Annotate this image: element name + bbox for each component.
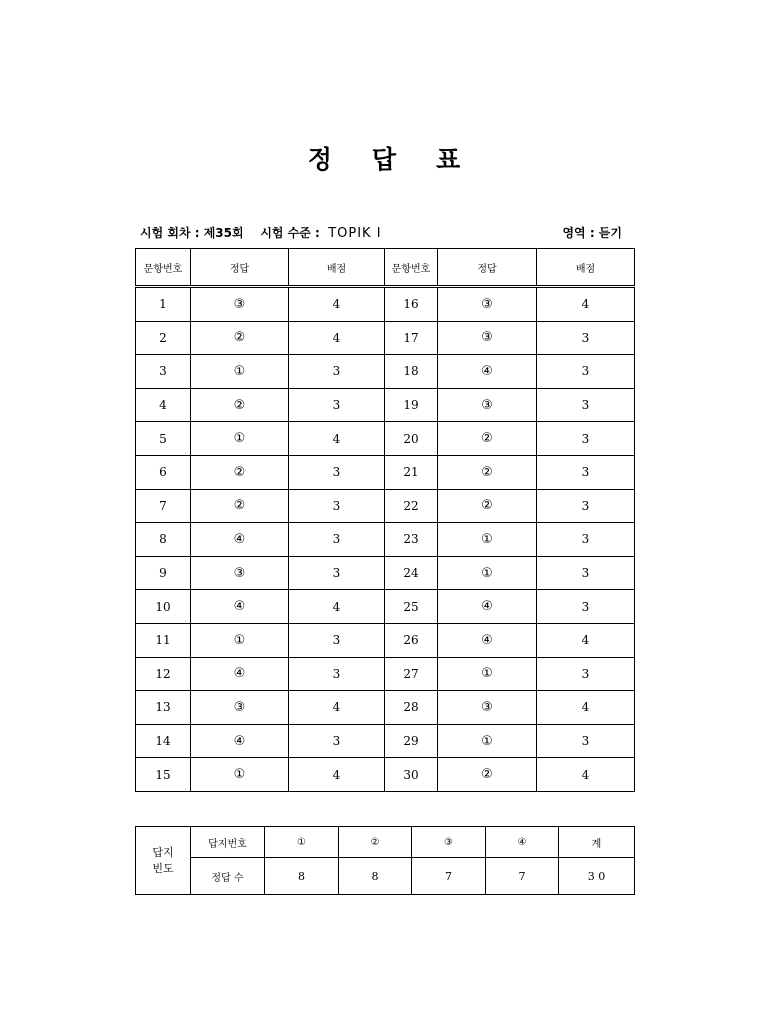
count-option-2: 8 <box>339 858 412 895</box>
answer-cell: ② <box>191 489 289 523</box>
points-cell: 3 <box>289 489 385 523</box>
table-row <box>136 724 635 758</box>
question-number-cell: 1 <box>136 287 191 322</box>
answer-frequency-table <box>135 826 635 895</box>
points-cell: 3 <box>537 321 635 355</box>
exam-info-left <box>140 224 382 241</box>
answer-cell: ④ <box>191 657 289 691</box>
points-cell: 4 <box>289 691 385 725</box>
points-cell: 4 <box>289 422 385 456</box>
option-2: ② <box>339 827 412 858</box>
table-row <box>136 388 635 422</box>
points-cell: 3 <box>289 623 385 657</box>
question-number-cell: 10 <box>136 590 191 624</box>
answer-cell: ② <box>438 489 537 523</box>
answer-cell: ③ <box>191 691 289 725</box>
question-number-cell: 23 <box>385 523 438 557</box>
question-number-cell: 5 <box>136 422 191 456</box>
frequency-label-line1: 답지 <box>152 845 174 859</box>
answer-cell: ③ <box>438 287 537 322</box>
exam-info <box>140 224 622 244</box>
question-number-cell: 12 <box>136 657 191 691</box>
points-cell: 4 <box>537 758 635 792</box>
answer-cell: ③ <box>438 321 537 355</box>
table-row <box>136 489 635 523</box>
correct-count-label: 정답 수 <box>191 858 265 895</box>
question-number-cell: 20 <box>385 422 438 456</box>
points-cell: 3 <box>289 388 385 422</box>
table-row <box>136 523 635 557</box>
points-cell: 3 <box>289 523 385 557</box>
frequency-header-row <box>136 827 635 858</box>
question-number-cell: 19 <box>385 388 438 422</box>
points-cell: 3 <box>289 556 385 590</box>
table-row <box>136 556 635 590</box>
question-number-cell: 27 <box>385 657 438 691</box>
answer-cell: ② <box>438 758 537 792</box>
points-cell: 3 <box>537 422 635 456</box>
option-1: ① <box>265 827 339 858</box>
answer-cell: ③ <box>438 388 537 422</box>
points-cell: 3 <box>537 523 635 557</box>
answer-cell: ② <box>191 388 289 422</box>
answer-cell: ① <box>438 657 537 691</box>
exam-level-value: TOPIK I <box>328 226 382 241</box>
table-row <box>136 758 635 792</box>
answer-cell: ④ <box>438 355 537 389</box>
points-cell: 3 <box>537 657 635 691</box>
answer-cell: ② <box>438 422 537 456</box>
question-number-cell: 18 <box>385 355 438 389</box>
question-number-cell: 4 <box>136 388 191 422</box>
frequency-label-line2: 빈도 <box>152 861 174 875</box>
answer-cell: ① <box>438 556 537 590</box>
option-number-label: 답지번호 <box>191 827 265 858</box>
question-number-cell: 7 <box>136 489 191 523</box>
question-number-cell: 16 <box>385 287 438 322</box>
points-cell: 3 <box>289 455 385 489</box>
frequency-label <box>136 827 191 895</box>
answer-cell: ① <box>191 355 289 389</box>
question-number-cell: 14 <box>136 724 191 758</box>
points-cell: 4 <box>537 691 635 725</box>
answer-cell: ④ <box>438 623 537 657</box>
count-option-1: 8 <box>265 858 339 895</box>
table-row <box>136 321 635 355</box>
table-row <box>136 355 635 389</box>
question-number-cell: 6 <box>136 455 191 489</box>
answer-cell: ② <box>191 321 289 355</box>
answer-cell: ① <box>191 422 289 456</box>
header-points: 배점 <box>289 249 385 287</box>
header-question-number: 문항번호 <box>136 249 191 287</box>
points-cell: 4 <box>289 758 385 792</box>
exam-area: 영역 : 듣기 <box>562 226 622 240</box>
table-row <box>136 590 635 624</box>
points-cell: 3 <box>289 657 385 691</box>
question-number-cell: 8 <box>136 523 191 557</box>
option-4: ④ <box>486 827 559 858</box>
title-char-2: 답 <box>371 145 397 174</box>
table-row <box>136 691 635 725</box>
answer-cell: ④ <box>191 590 289 624</box>
question-number-cell: 28 <box>385 691 438 725</box>
answer-table <box>135 248 635 792</box>
answer-cell: ② <box>438 455 537 489</box>
header-question-number: 문항번호 <box>385 249 438 287</box>
table-row <box>136 422 635 456</box>
question-number-cell: 22 <box>385 489 438 523</box>
answer-cell: ③ <box>191 556 289 590</box>
answer-cell: ③ <box>191 287 289 322</box>
frequency-count-row <box>136 858 635 895</box>
answer-cell: ④ <box>191 724 289 758</box>
points-cell: 4 <box>289 321 385 355</box>
points-cell: 3 <box>537 489 635 523</box>
answer-cell: ① <box>438 724 537 758</box>
question-number-cell: 2 <box>136 321 191 355</box>
points-cell: 3 <box>537 724 635 758</box>
table-row <box>136 657 635 691</box>
count-total: 3 0 <box>559 858 635 895</box>
question-number-cell: 30 <box>385 758 438 792</box>
points-cell: 4 <box>289 287 385 322</box>
answer-cell: ① <box>191 758 289 792</box>
question-number-cell: 9 <box>136 556 191 590</box>
question-number-cell: 24 <box>385 556 438 590</box>
question-number-cell: 25 <box>385 590 438 624</box>
table-row <box>136 287 635 322</box>
question-number-cell: 3 <box>136 355 191 389</box>
points-cell: 3 <box>537 388 635 422</box>
question-number-cell: 17 <box>385 321 438 355</box>
option-total: 계 <box>559 827 635 858</box>
answer-cell: ① <box>438 523 537 557</box>
question-number-cell: 11 <box>136 623 191 657</box>
table-row <box>136 623 635 657</box>
count-option-4: 7 <box>486 858 559 895</box>
answer-cell: ③ <box>438 691 537 725</box>
question-number-cell: 21 <box>385 455 438 489</box>
title-char-1: 정 <box>307 145 332 174</box>
answer-cell: ① <box>191 623 289 657</box>
points-cell: 3 <box>537 556 635 590</box>
table-row <box>136 455 635 489</box>
option-3: ③ <box>412 827 486 858</box>
question-number-cell: 29 <box>385 724 438 758</box>
answer-cell: ④ <box>438 590 537 624</box>
points-cell: 4 <box>537 623 635 657</box>
points-cell: 3 <box>289 355 385 389</box>
points-cell: 4 <box>537 287 635 322</box>
exam-level-label: 시험 수준 : <box>260 226 320 240</box>
question-number-cell: 26 <box>385 623 438 657</box>
points-cell: 4 <box>289 590 385 624</box>
header-answer: 정답 <box>438 249 537 287</box>
answer-cell: ② <box>191 455 289 489</box>
question-number-cell: 15 <box>136 758 191 792</box>
points-cell: 3 <box>537 455 635 489</box>
header-points: 배점 <box>537 249 635 287</box>
page-title <box>0 140 768 176</box>
points-cell: 3 <box>537 355 635 389</box>
count-option-3: 7 <box>412 858 486 895</box>
question-number-cell: 13 <box>136 691 191 725</box>
exam-session: 시험 회차 : 제35회 <box>140 226 244 240</box>
points-cell: 3 <box>537 590 635 624</box>
answer-cell: ④ <box>191 523 289 557</box>
header-answer: 정답 <box>191 249 289 287</box>
answer-table-header <box>136 249 635 287</box>
points-cell: 3 <box>289 724 385 758</box>
title-char-3: 표 <box>436 145 461 174</box>
